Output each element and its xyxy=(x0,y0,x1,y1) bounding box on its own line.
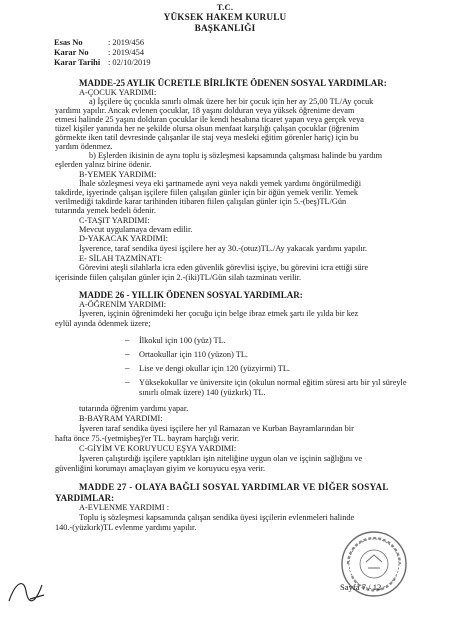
paragraph-line: tutarında öğrenim yardımı yapar. xyxy=(79,404,189,413)
subheading: D-YAKACAK YARDIMI: xyxy=(79,234,168,243)
paragraph-line: tutarında yemek bedeli ödenir. xyxy=(55,206,156,215)
paragraph-line: İşveren, işçinin öğrenimdeki her çocuğu için belge ibraz etmek şartı ile yılda bir kez xyxy=(79,309,359,318)
list-item: Yüksekokullar ve üniversite için (okulun normal eğitim süresi artı bir yıl süreyle xyxy=(139,378,407,387)
signature-scribble xyxy=(4,571,64,611)
paragraph-line: tüzel kişiler yanında her ne şekilde olursa olsun menfaat karşılığı çalışan çocuklar (öğrenim xyxy=(55,124,360,133)
paragraph-line: Mevcut uygulamaya devam edilir. xyxy=(79,225,193,234)
bullet-dash: – xyxy=(125,377,130,387)
bullet-dash: – xyxy=(125,349,130,359)
paragraph-line: İhale sözleşmesi veya eki şartnamede ayni veya nakdi yemek yardımı öngörülmediği xyxy=(79,179,362,188)
paragraph-line: yardımı yapılır. Ancak evlenen çocuklar, 18 yaşını dolduran veya yüksek öğrenime devam xyxy=(55,106,355,115)
paragraph-line: eşlerden yalnız birine ödenir. xyxy=(55,160,152,169)
paragraph-line: içerisinde fiilen çalışılan günler için 2.-(iki)TL/Gün silah tazminatı verilir. xyxy=(55,273,302,282)
karar-value: : 2019/454 xyxy=(108,48,145,57)
header-tc: T.C. xyxy=(216,2,234,12)
paragraph-line: 140.-(yüzkırk)TL evlenme yardımı yapılır. xyxy=(55,523,197,532)
section-heading: MADDE-25 AYLIK ÜCRETLE BİRLİKTE ÖDENEN SOSYAL YARDIMLAR: xyxy=(79,78,387,88)
paragraph-line: görmekte iken tatil devresinde çalışanlar ile staj veya mesleki eğitim görenler hariç) için bu xyxy=(55,133,359,142)
tarih-label: Karar Tarihi xyxy=(54,58,101,67)
paragraph-line: İşveren taraf sendika üyesi işçilere her yıl Ramazan ve Kurban Bayramlarından bir xyxy=(79,424,354,433)
subheading: E- SİLAH TAZMİNATI: xyxy=(79,254,163,263)
paragraph-line: a) İşçilere üç çocukla sınırlı olmak üzere her bir çocuk için her ay 25,00 TL/Ay çocuk xyxy=(89,97,374,106)
bullet-dash: – xyxy=(125,363,130,373)
subheading: C-TAŞIT YARDIMI: xyxy=(79,216,150,225)
meta-karar xyxy=(54,48,144,57)
paragraph-line: b) Eşlerden ikisinin de aynı toplu iş sözleşmesi kapsamında çalışması halinde bu yardım xyxy=(89,151,383,160)
subheading: A-ÖĞRENİM YARDIMI: xyxy=(79,300,167,309)
header-org: YÜKSEK HAKEM KURULU xyxy=(163,12,287,22)
section-heading: MADDE 27 - OLAYA BAĞLI SOSYAL YARDIMLAR VE DİĞER SOSYAL xyxy=(79,482,389,492)
paragraph-line: verilmediği takdirde karar tarihinden itibaren fiilen çalışılan günler için 5.-(beş)TL/Gün xyxy=(55,197,347,206)
paragraph-line: takdirde, işyerinde çalışan işçilere fiilen çalışılan günler için bir öğün yemek verilir. Yemek xyxy=(55,188,358,197)
tarih-value: : 02/10/2019 xyxy=(108,58,151,67)
esas-label: Esas No xyxy=(54,38,83,47)
paragraph-line: hafta önce 75.-(yetmişbeş)'er TL. bayram harçlığı verir. xyxy=(55,434,240,443)
page-number: Sayfa 7 / 12 xyxy=(340,582,382,592)
karar-label: Karar No xyxy=(54,48,89,57)
subheading: A-EVLENME YARDIMI : xyxy=(79,503,170,512)
list-item: Lise ve dengi okullar için 120 (yüzyirmi) TL. xyxy=(139,364,290,373)
subheading: B-YEMEK YARDIMI: xyxy=(79,170,157,179)
section-heading-continuation: YARDIMLAR: xyxy=(55,493,115,503)
subheading: A-ÇOCUK YARDIMI: xyxy=(79,88,157,97)
paragraph-line: Görevini ateşli silahlarla icra eden güvenlik görevlisi işçiye, bu görevini icra ettiği süre xyxy=(79,263,369,272)
paragraph-line: Toplu iş sözleşmesi kapsamında çalışan sendika üyesi işçilerin evlenmeleri halinde xyxy=(79,513,355,522)
paragraph-line: İşverence, taraf sendika üyesi işçilere her ay 30.-(otuz)TL./Ay yakacak yardımı yapılır. xyxy=(79,244,368,253)
list-item: İlkokul için 100 (yüz) TL. xyxy=(139,336,226,345)
list-item-continuation: sınırlı olmak üzere) 140 (yüzkırk) TL. xyxy=(139,388,266,397)
section-heading: MADDE 26 - YILLIK ÖDENEN SOSYAL YARDIMLAR: xyxy=(79,290,303,300)
paragraph-line: yardım ödenmez. xyxy=(55,142,113,151)
paragraph-line: etmesi halinde 25 yaşını dolduran çocuklar ile kendi hesabına ticaret yapan veya gerçek veya xyxy=(55,115,364,124)
esas-value: : 2019/456 xyxy=(108,38,145,47)
meta-tarih xyxy=(54,58,151,67)
header-dept: BAŞKANLIĞI xyxy=(194,23,256,33)
paragraph-line: İşveren çalıştırdığı işçilere yaptıkları işin niteliğine uygun olan ve işçinin sağlığını ve xyxy=(79,454,363,463)
meta-esas xyxy=(54,38,144,47)
paragraph-line: eylül ayında ödenmek üzere; xyxy=(55,319,151,328)
subheading: B-BAYRAM YARDIMI: xyxy=(79,414,163,423)
list-item: Ortaokullar için 110 (yüzon) TL. xyxy=(139,350,248,359)
bullet-dash: – xyxy=(125,335,130,345)
subheading: C-GİYİM VE KORUYUCU EŞYA YARDIMI: xyxy=(79,444,237,453)
paragraph-line: güvenliğini korumayı amaçlayan giyim ve koruyucu eşya verir. xyxy=(55,464,266,473)
